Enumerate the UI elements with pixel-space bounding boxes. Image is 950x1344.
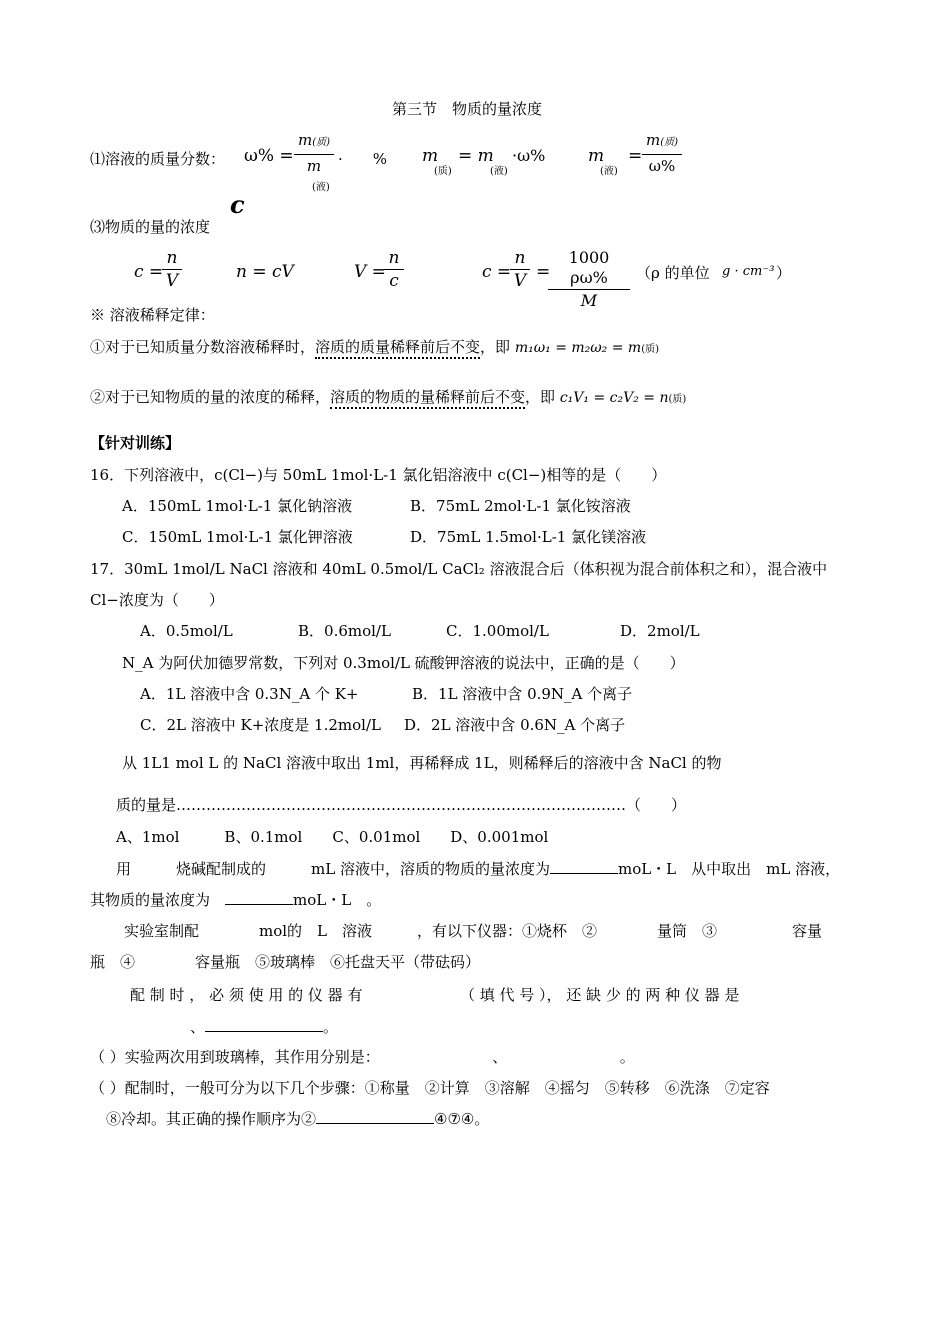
q19-stem-1: 从 1L1 mol L 的 NaCl 溶液中取出 1ml，再稀释成 1L，则稀释后的溶液中含 NaCl 的物 <box>122 754 722 772</box>
c-frac <box>162 248 182 291</box>
unit-note: （ρ 的单位 <box>636 264 710 282</box>
formula2-tail: ·ω% <box>512 146 546 165</box>
q21-blank-order[interactable] <box>316 1123 434 1124</box>
page-title: 第三节 物质的量浓度 <box>392 100 543 118</box>
q16-stem: 16．下列溶液中，c(Cl−)与 50mL 1mol·L-1 氯化铝溶液中 c(Cl−)相等的是（ ） <box>90 466 667 484</box>
v-frac-num: n <box>388 248 400 268</box>
formula3-lhs: m <box>588 146 605 166</box>
q17-stem-2: Cl−浓度为（ ） <box>90 591 224 609</box>
mass-fraction-label: ⑴溶液的质量分数： <box>90 150 226 168</box>
rule1-formula: m₁ω₁ = m₂ω₂ = m <box>514 340 642 356</box>
c-frac-den: V <box>165 271 179 291</box>
big-c-symbol: c <box>230 190 245 219</box>
formula2-sub-zhi: (质) <box>434 166 452 177</box>
c-frac-bar <box>162 269 182 270</box>
q17-option-c: C．1.00mol/L <box>446 622 549 640</box>
q21-line-1: 实验室制配 mol的 L 溶液 ，有以下仪器：①烧杯 ② 量筒 ③ 容量 <box>124 922 823 940</box>
c-frac3-num: 1000 ρω% <box>568 248 610 287</box>
v-frac-den: c <box>389 271 399 291</box>
q16-option-d: D．75mL 1.5mol·L-1 氯化镁溶液 <box>410 528 647 546</box>
v-frac-bar <box>384 269 404 270</box>
c-eq: c = <box>134 262 164 282</box>
q21-line-6: （ ）配制时，一般可分为以下几个步骤：①称量 ②计算 ③溶解 ④摇匀 ⑤转移 ⑥洗涤 ⑦定容 <box>90 1079 770 1097</box>
rule2-emphasis: 溶质的物质的量稀释前后不变 <box>330 388 525 409</box>
c-frac3 <box>548 248 630 311</box>
concentration-label: ⑶物质的量的浓度 <box>90 218 211 236</box>
q20-blank-2[interactable] <box>225 904 293 905</box>
formula3-frac <box>642 130 682 176</box>
formula3-numerator: m(质) <box>645 131 679 149</box>
dilution-rule-1: ①对于已知质量分数溶液稀释时，溶质的质量稀释前后不变，即 m₁ω₁ = m₂ω₂ = m(质) <box>90 336 659 357</box>
q18-option-b: B．1L 溶液中含 0.9N_A 个离子 <box>412 685 633 703</box>
q19-options: A、1mol B、0.1mol C、0.01mol D、0.001mol <box>116 828 549 846</box>
q18-option-a: A．1L 溶液中含 0.3N_A 个 K+ <box>140 685 359 703</box>
omega-percent-lhs: ω% = <box>244 146 294 166</box>
formula2-lhs: m <box>422 146 439 166</box>
c-frac2-bar <box>510 269 530 270</box>
formula2-sub-ye: (液) <box>490 166 508 177</box>
dilution-rule-2: ②对于已知物质的量的浓度的稀释，溶质的物质的量稀释前后不变，即 c₁V₁ = c₂V₂ = n(质) <box>90 386 686 407</box>
q17-option-a: A．0.5mol/L <box>140 622 233 640</box>
rule2-formula: c₁V₁ = c₂V₂ = n <box>559 390 669 406</box>
c-frac2 <box>510 248 530 291</box>
q20-line-2: 其物质的量浓度为 moL・L 。 <box>90 891 382 909</box>
c-frac3-den: M <box>580 291 598 310</box>
q17-option-b: B．0.6mol/L <box>298 622 391 640</box>
frac-numerator: m(质) <box>297 131 331 149</box>
q21-line-7: ⑧冷却。其正确的操作顺序为② ④⑦④。 <box>106 1110 490 1128</box>
formula3-bar <box>642 154 682 155</box>
q20-line-1: 用 烧碱配制成的 mL 溶液中，溶质的物质的量浓度为 moL・L 从中取出 mL 溶液， <box>116 860 841 878</box>
formula3-denominator: ω% <box>648 157 676 175</box>
formula2-eq: = m <box>458 146 494 166</box>
den-sub-ye: (液) <box>312 182 330 193</box>
times-percent: · % <box>338 150 388 168</box>
formula3-sub-ye: (液) <box>600 166 618 177</box>
q18-option-d: D．2L 溶液中含 0.6N_A 个离子 <box>404 716 626 734</box>
q16-option-b: B．75mL 2mol·L-1 氯化铵溶液 <box>410 497 631 515</box>
q21-line-3: 配 制 时 ， 必 须 使 用 的 仪 器 有 （ 填 代 号 ）， 还 缺 少 的 两 种 仪 器 是 <box>130 986 740 1004</box>
q17-option-d: D．2mol/L <box>620 622 700 640</box>
dilution-heading: ※ 溶液稀释定律： <box>90 306 215 324</box>
q17-stem-1: 17．30mL 1mol/L NaCl 溶液和 40mL 0.5mol/L CaCl₂ 溶液混合后（体积视为混合前体积之和），混合液中 <box>90 560 828 578</box>
q18-option-c: C．2L 溶液中 K+浓度是 1.2mol/L <box>140 716 381 734</box>
q16-option-a: A．150mL 1mol·L-1 氯化钠溶液 <box>122 497 353 515</box>
eq-sign: = <box>536 262 551 282</box>
q19-stem-2: 质的量是………………………………………………………………………………（ ） <box>116 796 687 814</box>
training-heading: 【针对训练】 <box>90 434 181 452</box>
formula3-eq: = <box>628 146 643 166</box>
c-frac-num: n <box>166 248 178 268</box>
q21-line-2: 瓶 ④ 容量瓶 ⑤玻璃棒 ⑥托盘天平（带砝码） <box>90 953 481 971</box>
rule1-emphasis: 溶质的质量稀释前后不变 <box>315 338 480 359</box>
unit-close: ） <box>776 264 792 282</box>
c-frac2-den: V <box>513 271 527 291</box>
mass-fraction-frac <box>294 130 334 176</box>
frac-bar <box>294 154 334 155</box>
q21-line-4: 、 。 <box>190 1018 339 1036</box>
q18-stem: N_A 为阿伏加德罗常数，下列对 0.3mol/L 硫酸钾溶液的说法中，正确的是（ ） <box>122 654 685 672</box>
frac-denominator: m <box>306 157 322 175</box>
q16-option-c: C．150mL 1mol·L-1 氯化钾溶液 <box>122 528 353 546</box>
c-eq2: c = <box>482 262 512 282</box>
n-eq-cv: n = cV <box>236 262 294 282</box>
c-frac2-num: n <box>514 248 526 268</box>
c-frac3-bar <box>548 289 630 290</box>
q20-blank-1[interactable] <box>550 873 618 874</box>
v-frac <box>384 248 404 291</box>
q21-line-5: （ ）实验两次用到玻璃棒，其作用分别是： 、 。 <box>90 1048 635 1066</box>
unit-value: g · cm⁻³ <box>722 264 775 279</box>
v-eq: V = <box>354 262 386 282</box>
q21-blank-instrument[interactable] <box>205 1031 323 1032</box>
